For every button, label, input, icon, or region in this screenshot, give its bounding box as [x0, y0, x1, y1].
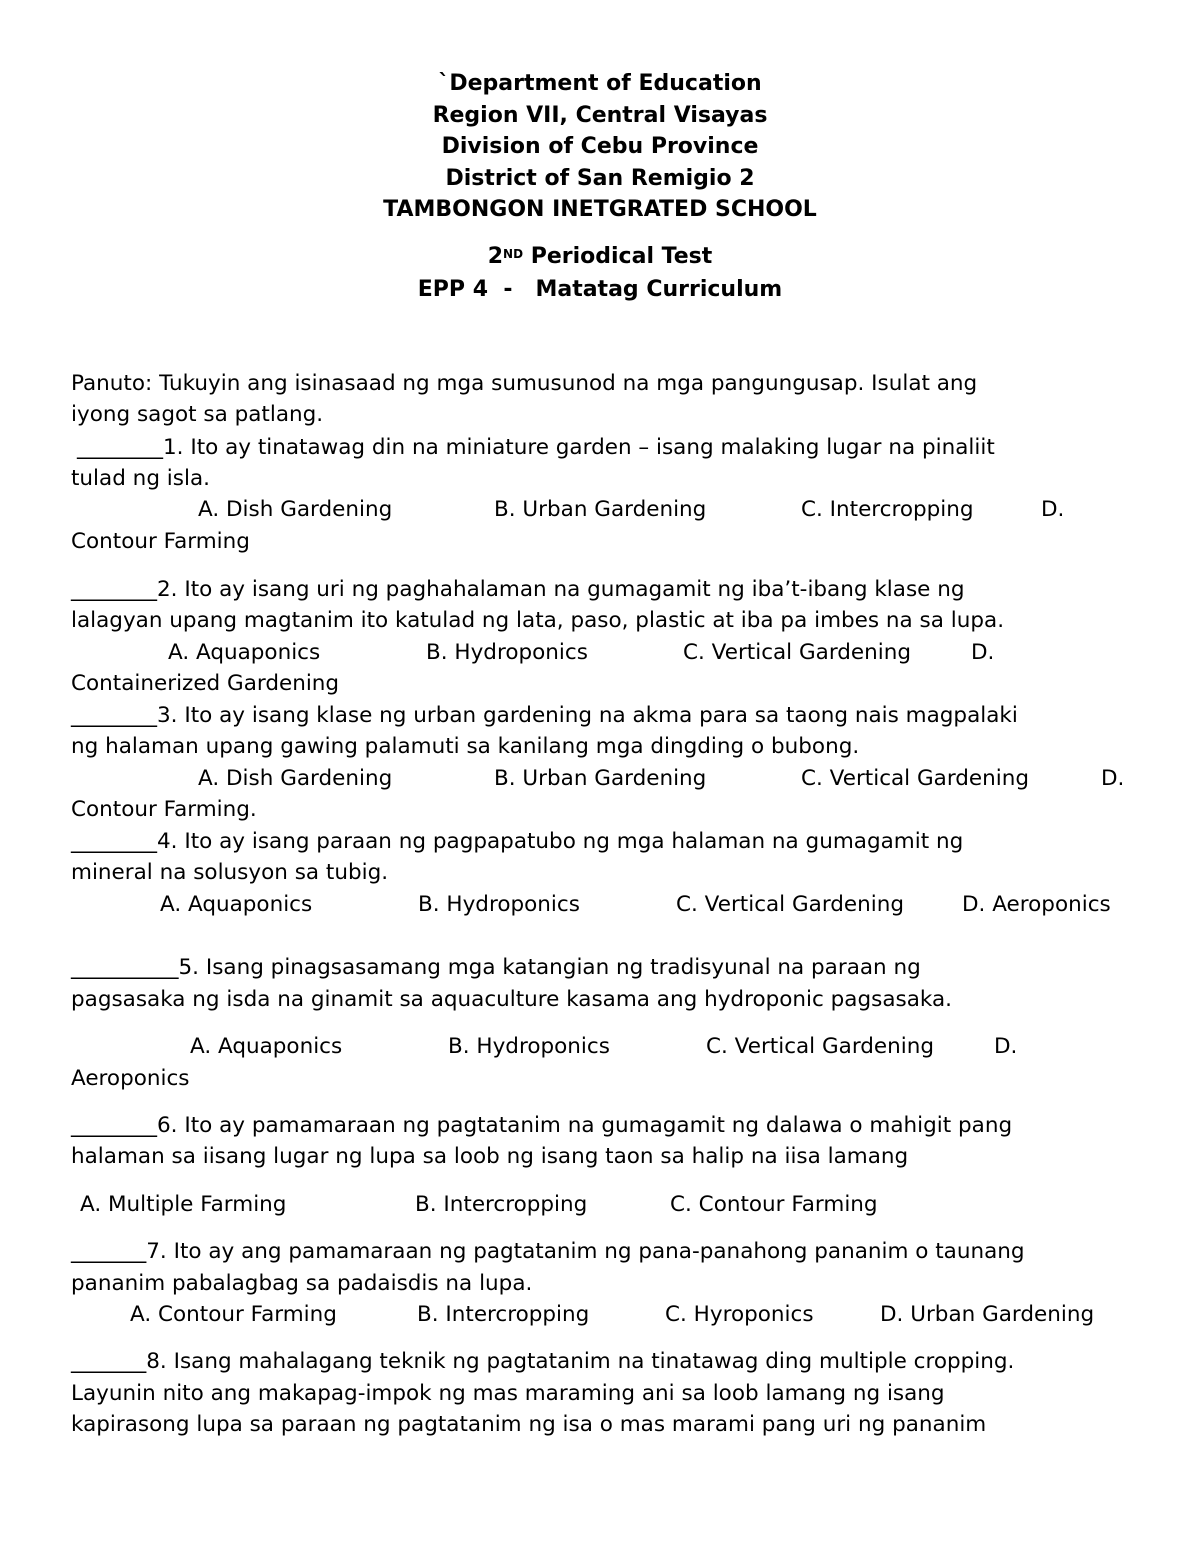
option-d-text: Contour Farming — [71, 529, 250, 554]
answer-blank[interactable]: _______ — [71, 1239, 147, 1264]
option-c: C. Hyroponics — [665, 1302, 814, 1327]
question-1 — [77, 432, 995, 464]
answer-blank[interactable]: _______ — [71, 1349, 147, 1374]
question-text: 1. Ito ay tinatawag din na miniature garden – isang malaking lugar na pinaliit — [163, 435, 995, 460]
question-4 — [71, 826, 963, 858]
option-a: A. Aquaponics — [160, 892, 313, 917]
question-text: pananim pabalagbag sa padaisdis na lupa. — [71, 1271, 533, 1296]
question-text: 7. Ito ay ang pamamaraan ng pagtatanim ng pana-panahong pananim o taunang — [146, 1239, 1025, 1264]
question-text: 2. Ito ay isang uri ng paghahalaman na gumagamit ng iba’t-ibang klase ng — [157, 577, 965, 602]
option-a: A. Dish Gardening — [198, 497, 393, 522]
school-name: TAMBONGON INETGRATED SCHOOL — [383, 197, 817, 222]
instructions-line-2: iyong sagot sa patlang. — [71, 402, 324, 427]
option-b: B. Hydroponics — [418, 892, 580, 917]
district-line: District of San Remigio 2 — [445, 165, 755, 191]
question-text: ng halaman upang gawing palamuti sa kanilang mga dingding o bubong. — [71, 734, 860, 759]
option-d: D. Urban Gardening — [880, 1302, 1095, 1327]
option-d: D. Aeroponics — [962, 892, 1111, 917]
test-body — [71, 0, 1141, 1553]
option-b: B. Intercropping — [417, 1302, 590, 1327]
question-text: kapirasong lupa sa paraan ng pagtatanim ng isa o mas marami pang uri ng pananim — [71, 1412, 987, 1437]
answer-blank[interactable]: ________ — [71, 577, 157, 602]
option-d: D. — [971, 640, 995, 665]
question-6 — [71, 1110, 1012, 1142]
option-c: C. Vertical Gardening — [683, 640, 912, 665]
question-2 — [71, 574, 964, 606]
option-d: D. — [1041, 497, 1065, 522]
answer-blank[interactable]: ________ — [71, 829, 157, 854]
option-b: B. Intercropping — [415, 1192, 588, 1217]
test-name: Periodical Test — [530, 244, 713, 269]
question-7 — [71, 1236, 1025, 1268]
option-c: C. Vertical Gardening — [706, 1034, 935, 1059]
division-line: Division of Cebu Province — [441, 134, 759, 159]
question-8 — [71, 1346, 1014, 1378]
question-5 — [71, 952, 921, 984]
answer-blank[interactable]: ________ — [71, 1113, 157, 1138]
question-text: 6. Ito ay pamamaraan ng pagtatanim na gumagamit ng dalawa o mahigit pang — [157, 1113, 1013, 1138]
question-text: mineral na solusyon sa tubig. — [71, 860, 389, 885]
question-text: 5. Isang pinagsasamang mga katangian ng tradisyunal na paraan ng — [178, 955, 921, 980]
option-d: D. — [994, 1034, 1018, 1059]
option-a: A. Multiple Farming — [80, 1192, 287, 1217]
test-number: 2 — [487, 244, 504, 269]
test-subject: EPP 4 - Matatag Curriculum — [417, 277, 783, 302]
option-a: A. Dish Gardening — [198, 766, 393, 791]
test-ordinal: ND — [503, 247, 524, 261]
question-text: halaman sa iisang lugar ng lupa sa loob ng isang taon sa halip na iisa lamang — [71, 1144, 909, 1169]
option-c: C. Vertical Gardening — [801, 766, 1030, 791]
question-text: 8. Isang mahalagang teknik ng pagtatanim na tinatawag ding multiple cropping. — [146, 1349, 1015, 1374]
option-b: B. Urban Gardening — [494, 766, 707, 791]
question-3 — [71, 700, 1018, 732]
option-b: B. Hydroponics — [426, 640, 588, 665]
option-c: C. Vertical Gardening — [676, 892, 905, 917]
question-text: 4. Ito ay isang paraan ng pagpapatubo ng mga halaman na gumagamit ng — [157, 829, 964, 854]
option-a: A. Aquaponics — [190, 1034, 343, 1059]
answer-blank[interactable]: ________ — [71, 703, 157, 728]
option-a: A. Aquaponics — [168, 640, 321, 665]
option-d-text: Containerized Gardening — [71, 671, 340, 696]
answer-blank[interactable]: __________ — [71, 955, 179, 980]
question-text: Layunin nito ang makapag-impok ng mas maraming ani sa loob lamang ng isang — [71, 1381, 945, 1406]
option-d-text: Aeroponics — [71, 1066, 190, 1091]
option-c: C. Contour Farming — [670, 1192, 878, 1217]
option-d-text: Contour Farming. — [71, 797, 257, 822]
option-a: A. Contour Farming — [130, 1302, 337, 1327]
question-text: lalagyan upang magtanim ito katulad ng lata, paso, plastic at iba pa imbes na sa lupa. — [71, 608, 1005, 633]
option-b: B. Urban Gardening — [494, 497, 707, 522]
region-line: Region VII, Central Visayas — [432, 102, 768, 128]
department-line: `Department of Education — [438, 71, 762, 96]
option-b: B. Hydroponics — [448, 1034, 610, 1059]
answer-blank[interactable]: ________ — [77, 435, 163, 460]
question-text: 3. Ito ay isang klase ng urban gardening na akma para sa taong nais magpalaki — [157, 703, 1018, 728]
instructions-line-1: Panuto: Tukuyin ang isinasaad ng mga sumusunod na mga pangungusap. Isulat ang — [71, 371, 978, 396]
question-text: pagsasaka ng isda na ginamit sa aquaculture kasama ang hydroponic pagsasaka. — [71, 987, 952, 1012]
option-d: D. — [1101, 766, 1125, 791]
question-text: tulad ng isla. — [71, 466, 210, 491]
option-c: C. Intercropping — [801, 497, 974, 522]
